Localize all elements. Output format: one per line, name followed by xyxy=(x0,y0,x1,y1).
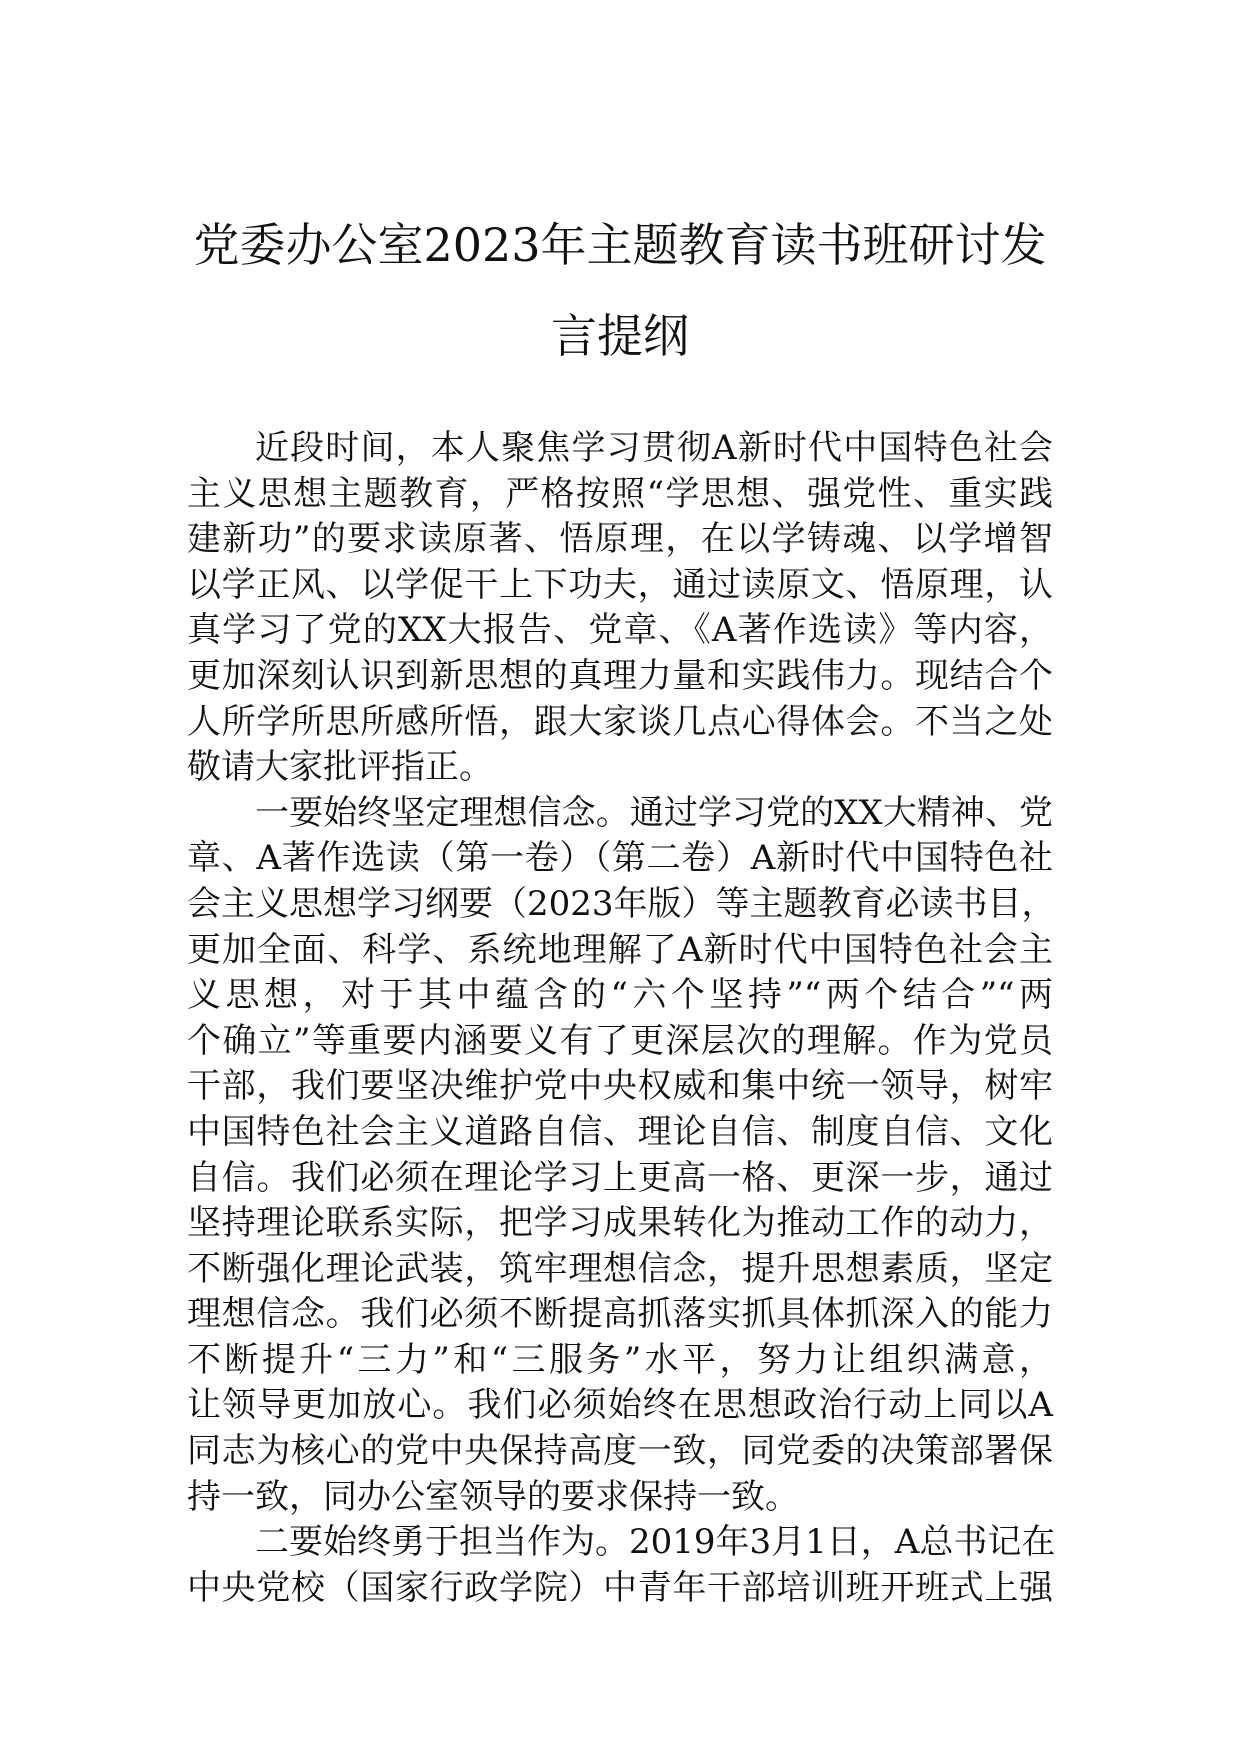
paragraph-line: 个确立”等重要内涵要义有了更深层次的理解。作为党员 xyxy=(187,1020,1053,1061)
paragraph-line: 建新功”的要求读原著、悟原理，在以学铸魂、以学增智 xyxy=(187,519,1053,560)
paragraph-line: 不断提升“三力”和“三服务”水平，努力让组织满意， xyxy=(187,1339,1053,1380)
paragraph-line: 更加全面、科学、系统地理解了A新时代中国特色社会主 xyxy=(187,929,1053,970)
paragraph-line: 近段时间，本人聚焦学习贯彻A新时代中国特色社会 xyxy=(255,428,1053,468)
paragraph-line: 中央党校（国家行政学院）中青年干部培训班开班式上强 xyxy=(187,1567,1053,1608)
paragraph-line: 不断强化理论武装，筑牢理想信念，提升思想素质，坚定 xyxy=(187,1248,1053,1289)
paragraph-line: 中国特色社会主义道路自信、理论自信、制度自信、文化 xyxy=(187,1111,1053,1152)
paragraph-line: 主义思想主题教育，严格按照“学思想、强党性、重实践 xyxy=(187,473,1053,514)
paragraph-line: 干部，我们要坚决维护党中央权威和集中统一领导，树牢 xyxy=(187,1066,1053,1107)
paragraph xyxy=(187,791,1056,1521)
paragraph-line: 同志为核心的党中央保持高度一致，同党委的决策部署保 xyxy=(187,1431,1053,1472)
paragraph-line: 自信。我们必须在理论学习上更高一格、更深一步，通过 xyxy=(187,1157,1053,1198)
paragraph-line: 章、A著作选读（第一卷）（第二卷）A新时代中国特色社 xyxy=(187,838,1053,879)
paragraph-line: 二要始终勇于担当作为。2019年3月1日，A总书记在 xyxy=(255,1522,1056,1563)
document-title-line-2: 言提纲 xyxy=(551,309,689,363)
paragraph-line: 敬请大家批评指正。 xyxy=(187,747,493,788)
paragraph-line: 持一致，同办公室领导的要求保持一致。 xyxy=(187,1476,799,1517)
paragraph-line: 一要始终坚定理想信念。通过学习党的XX大精神、党 xyxy=(255,792,1053,833)
paragraph-line: 坚持理论联系实际，把学习成果转化为推动工作的动力， xyxy=(187,1203,1053,1244)
paragraph-line: 真学习了党的XX大报告、党章、《A著作选读》等内容， xyxy=(187,610,1053,651)
paragraph-line: 以学正风、以学促干上下功夫，通过读原文、悟原理，认 xyxy=(187,564,1053,605)
paragraph-line: 更加深刻认识到新思想的真理力量和实践伟力。现结合个 xyxy=(187,655,1053,696)
paragraph xyxy=(187,1520,1056,1611)
paragraph xyxy=(187,426,1053,791)
paragraph-line: 让领导更加放心。我们必须始终在思想政治行动上同以A xyxy=(187,1385,1053,1426)
paragraph-line: 会主义思想学习纲要（2023年版）等主题教育必读书目， xyxy=(187,883,1056,924)
paragraph-line: 义思想，对于其中蕴含的“六个坚持”“两个结合”“两 xyxy=(187,975,1053,1016)
paragraph-line: 理想信念。我们必须不断提高抓落实抓具体抓深入的能力 xyxy=(187,1294,1053,1335)
document-title-line-1: 党委办公室2023年主题教育读书班研讨发 xyxy=(193,218,1047,272)
document-body xyxy=(187,426,1056,1611)
paragraph-line: 人所学所思所感所悟，跟大家谈几点心得体会。不当之处 xyxy=(187,701,1053,742)
